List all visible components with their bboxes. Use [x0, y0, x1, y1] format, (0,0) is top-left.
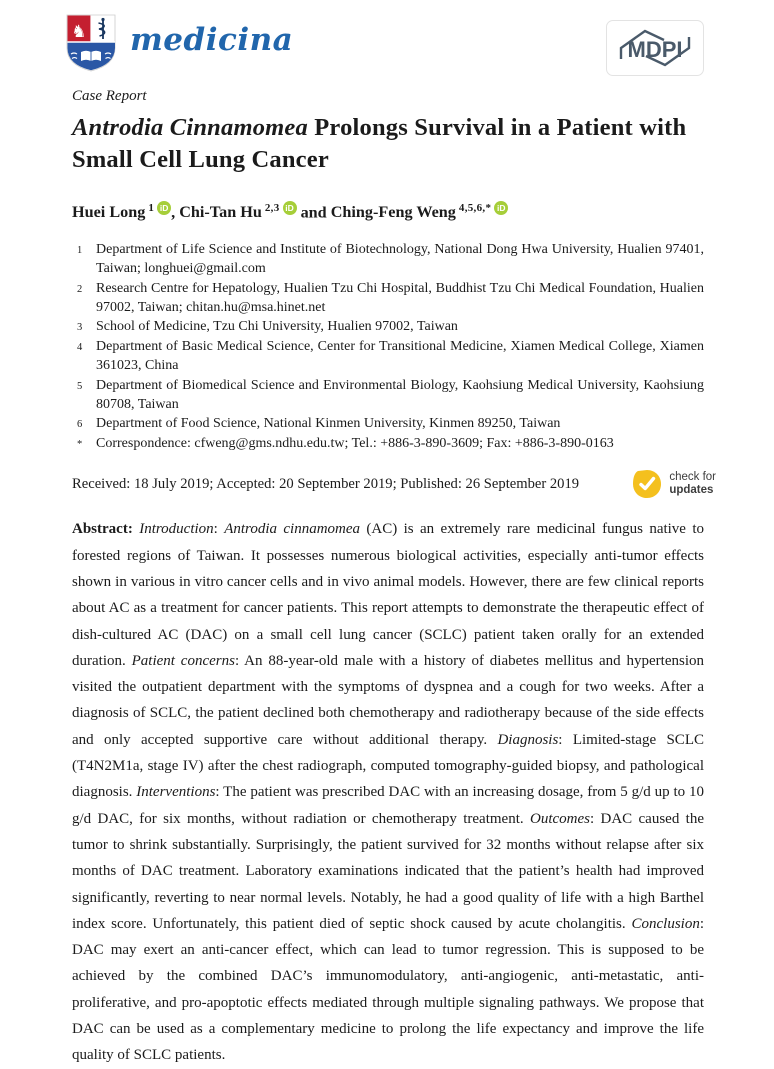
abstract-segment: : Limited-stage SCLC (T4N2M1a, stage IV) after the chest radiograph, computed tomography-guided biopsy, and pathological diagnosis.: [72, 731, 704, 801]
abstract-segment: : An 88-year-old male with a history of diabetes mellitus and hypertension visited the outpatient department with the symptoms of dyspnea and a cough for two weeks. After a diagnosis of SCLC, the patient declined both chemotherapy and radiotherapy because of the side effects and only accepted supportive care without additional therapy.: [72, 652, 704, 748]
masthead: [72, 0, 704, 72]
badge-line2: updates: [669, 484, 714, 497]
orcid-icon[interactable]: iD: [157, 201, 171, 215]
affiliation-text: Research Centre for Hepatology, Hualien Tzu Chi Hospital, Buddhist Tzu Chi Medical Foundation, Hualien 97002, Taiwan; chitan.hu@msa.hinet.net: [96, 280, 704, 315]
affiliation-row: [72, 279, 704, 317]
orcid-icon[interactable]: iD: [283, 201, 297, 215]
abstract-segment: Diagnosis: [497, 731, 559, 748]
title-italic-part: Antrodia Cinnamomea: [72, 114, 308, 141]
affiliation-row: [72, 317, 704, 337]
affiliation-text: Department of Life Science and Institute of Biotechnology, National Dong Hwa University, Hualien 97401, Taiwan; longhuei@gmail.com: [96, 242, 704, 277]
abstract-segment: : DAC may exert an anti-cancer effect, which can lead to tumor regression. This is supposed to be achieved by the combined DAC’s immunomodulatory, anti-angiogenic, anti-metastatic, anti-proliferative, and pro-apoptotic effects mediated through multiple signaling pathways. We propose that DAC can be used as a complementary medicine to prolong the life expectancy and improve the life quality of SCLC patients.: [72, 915, 704, 1064]
author: Huei Long $^1$ iD: [72, 203, 171, 221]
affiliation-marker: 5: [77, 380, 83, 392]
mdpi-logo-icon: [612, 26, 698, 70]
abstract-segment: Introduction: [139, 521, 214, 538]
author: Ching-Feng Weng $^{4,5,6,*}$ iD: [331, 203, 509, 221]
mdpi-wordmark: MDPI: [627, 37, 683, 62]
correspondence-text: Correspondence: cfweng@gms.ndhu.edu.tw; Tel.: +886-3-890-3609; Fax: +886-3-890-0163: [96, 436, 614, 452]
affiliation-text: Department of Basic Medical Science, Center for Transitional Medicine, Xiamen Medical College, Xiamen 361023, China: [96, 339, 704, 374]
journal-name: medicina: [130, 21, 294, 58]
affiliation-row: [72, 414, 704, 434]
badge-text: [669, 471, 716, 498]
abstract-segment: : The patient was prescribed DAC with an increasing dosage, from 5 g/d up to 10 g/d DAC, for six months, without radiation or chemotherapy treatment.: [72, 784, 704, 827]
affiliation-marker: 1: [77, 245, 83, 257]
author-separator: and: [296, 203, 331, 222]
abstract-paragraph: [72, 516, 704, 1068]
article-title: [72, 112, 704, 177]
check-icon: [632, 469, 662, 499]
affiliation-text: Department of Biomedical Science and Environmental Biology, Kaohsiung Medical University, Kaohsiung 80708, Taiwan: [96, 377, 704, 412]
abstract-segment: Antrodia cinnamomea: [224, 521, 361, 538]
affiliation-text: School of Medicine, Tzu Chi University, Hualien 97002, Taiwan: [96, 318, 458, 334]
journal-brand: [65, 14, 293, 72]
affiliation-row: [72, 376, 704, 414]
abstract-segment: Interventions: [136, 784, 216, 801]
mdpi-logo: [606, 20, 704, 76]
dates-line: Received: 18 July 2019; Accepted: 20 September 2019; Published: 26 September 2019: [72, 475, 580, 492]
author-affil-sup: 1: [148, 201, 155, 214]
affiliation-marker: 6: [77, 418, 83, 430]
author-separator: ,: [171, 203, 180, 222]
affiliation-list: [72, 240, 704, 454]
abstract-segment: (AC) is an extremely rare medicinal fungus native to forested regions of Taiwan. It possesses numerous biological activities, especially anti-tumor effects shown in various in vitro cancer cells and in vivo animal models. However, there are few clinical reports about AC as a treatment for cancer patients. This report attempts to demonstrate the therapeutic effect of dish-cultured AC (DAC) on a small cell lung cancer (SCLC) patient taken orally for an extended duration.: [72, 521, 705, 669]
dates-row: [72, 469, 716, 499]
abstract-segment: Outcomes: [529, 810, 590, 827]
author: Chi-Tan Hu $^{2,3}$ iD: [179, 203, 296, 221]
abstract-segment: Conclusion: [631, 915, 700, 932]
check-for-updates-badge[interactable]: [632, 469, 716, 499]
abstract-label: Abstract:: [72, 521, 133, 538]
affiliation-marker: 4: [77, 342, 83, 354]
journal-shield-icon: [65, 14, 117, 72]
affiliation-marker: 2: [77, 283, 83, 295]
abstract-segment: : DAC caused the tumor to shrink substantially. Surprisingly, the patient survived for 32 months without relapse after six months of DAC treatment. Laboratory examinations indicated that the patient’s health had improved significantly, reverting to near normal levels. Notably, he had a good quality of life with a high Barthel index score. Unfortunately, this patient died of septic shock caused by acute cholangitis.: [72, 810, 704, 932]
correspondence-marker: *: [77, 439, 83, 451]
author-affil-sup: 2,3: [264, 201, 280, 214]
affiliation-marker: 3: [77, 321, 83, 333]
knight-icon: ♞: [71, 22, 87, 42]
abstract-segment: Patient concerns: [131, 652, 235, 669]
article-type-label: Case Report: [72, 88, 147, 104]
affiliation-text: Department of Food Science, National Kinmen University, Kinmen 89250, Taiwan: [96, 415, 561, 431]
title-rest-part: Prolongs Survival in a Patient with Small Cell Lung Cancer: [72, 114, 687, 174]
affiliation-row: [72, 337, 704, 375]
affiliation-row: [72, 240, 704, 278]
authors-line: [72, 201, 704, 223]
abstract-segment: :: [213, 521, 225, 538]
orcid-icon[interactable]: iD: [494, 201, 508, 215]
author-affil-sup: 4,5,6,*: [458, 201, 492, 214]
badge-line1: check for: [669, 470, 716, 483]
affiliation-row correspondence-row: [72, 434, 704, 454]
